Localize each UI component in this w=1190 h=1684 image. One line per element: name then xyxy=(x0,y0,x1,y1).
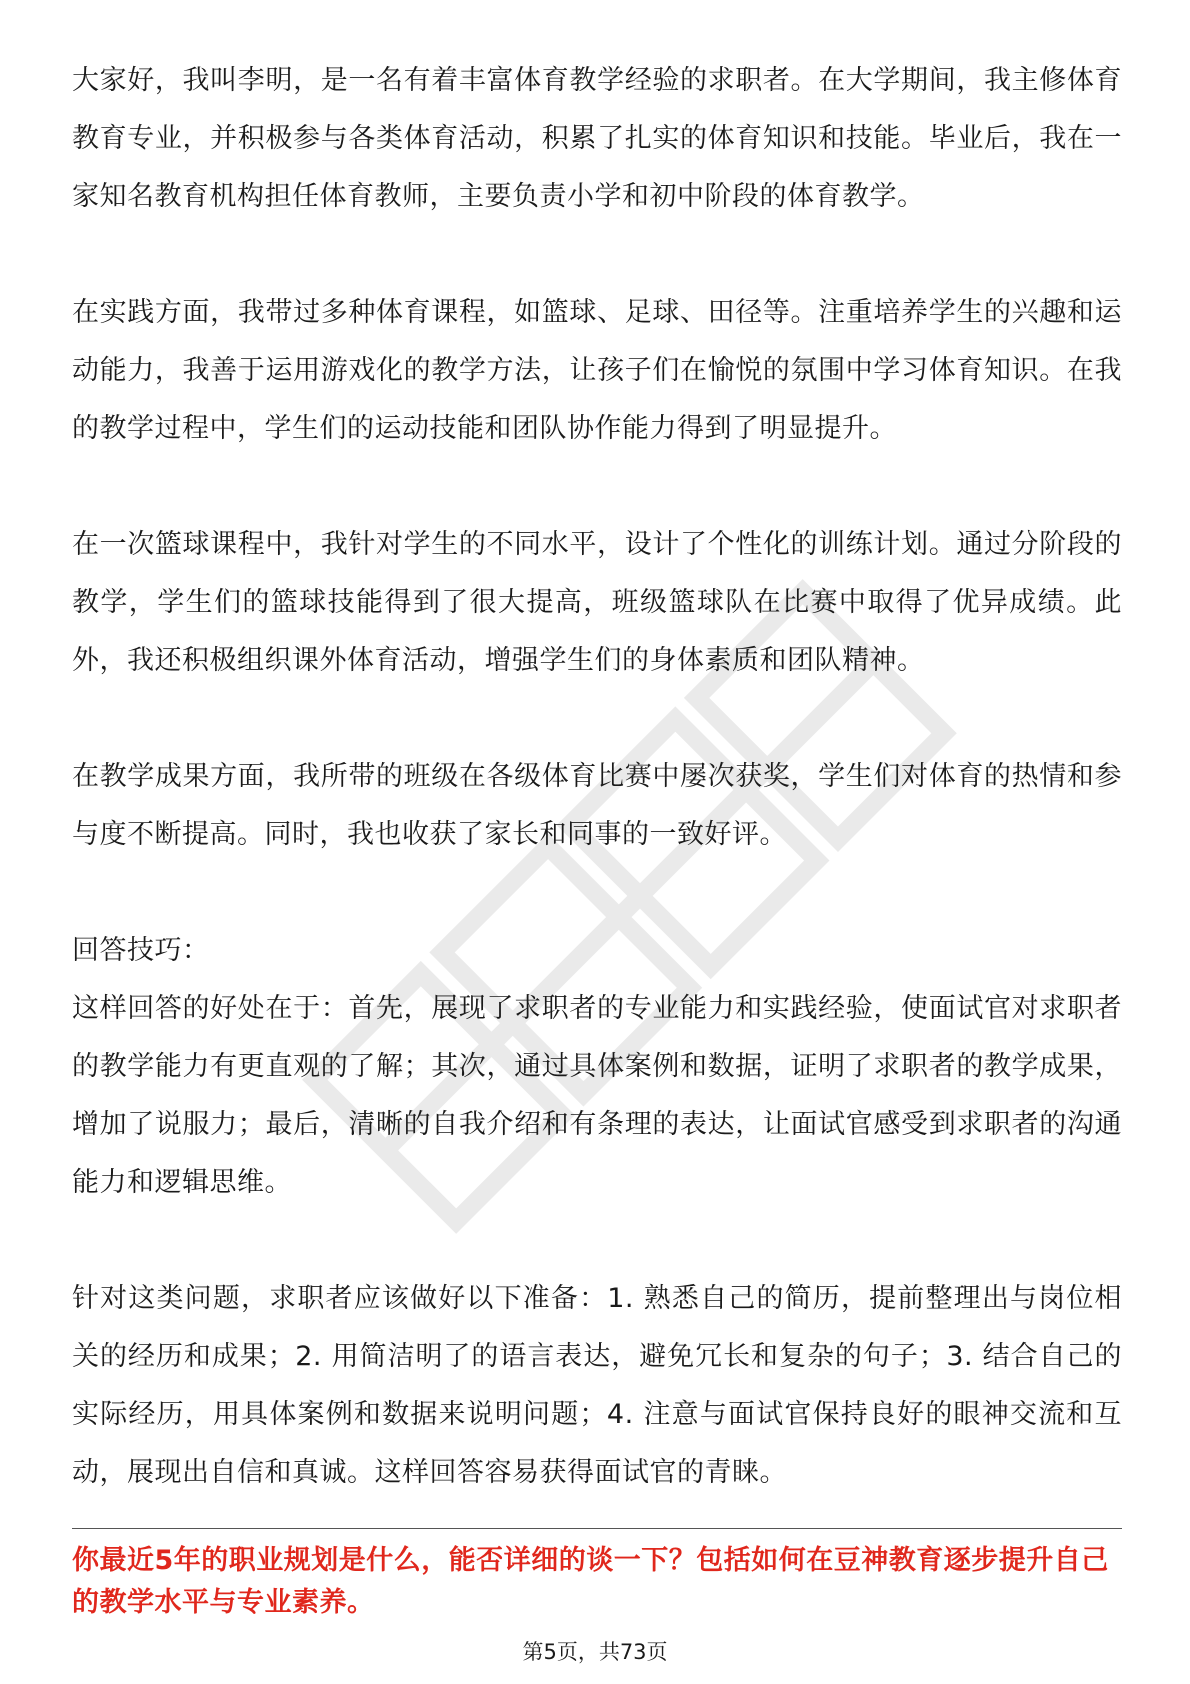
tips-heading: 回答技巧： xyxy=(72,935,210,966)
paragraph-practice: 在实践方面，我带过多种体育课程，如篮球、足球、田径等。注重培养学生的兴趣和运动能力，我善于运用游戏化的教学方法，让孩子们在愉悦的氛围中学习体育知识。在我的教学过程中，学生们的运动技能和团队协作能力得到了明显提升。 xyxy=(72,297,1122,444)
paragraph-results: 在教学成果方面，我所带的班级在各级体育比赛中屡次获奖，学生们对体育的热情和参与度不断提高。同时，我也收获了家长和同事的一致好评。 xyxy=(72,761,1122,850)
document-body xyxy=(72,52,1122,1502)
next-question-heading: 你最近5年的职业规划是什么，能否详细的谈一下？包括如何在豆神教育逐步提升自己的教学水平与专业素养。 xyxy=(72,1545,1109,1618)
tips-body: 这样回答的好处在于：首先，展现了求职者的专业能力和实践经验，使面试官对求职者的教学能力有更直观的了解；其次，通过具体案例和数据，证明了求职者的教学成果，增加了说服力；最后，清晰的自我介绍和有条理的表达，让面试官感受到求职者的沟通能力和逻辑思维。 xyxy=(72,993,1122,1198)
paragraph-intro: 大家好，我叫李明，是一名有着丰富体育教学经验的求职者。在大学期间，我主修体育教育专业，并积极参与各类体育活动，积累了扎实的体育知识和技能。毕业后，我在一家知名教育机构担任体育教师，主要负责小学和初中阶段的体育教学。 xyxy=(72,65,1122,212)
preparation-paragraph: 针对这类问题，求职者应该做好以下准备：1. 熟悉自己的简历，提前整理出与岗位相关的经历和成果；2. 用简洁明了的语言表达，避免冗长和复杂的句子；3. 结合自己的实际经历，用具体案例和数据来说明问题；4. 注意与面试官保持良好的眼神交流和互动，展现出自信和真诚。这样回答容易获得面试官的青睐。 xyxy=(72,1283,1122,1488)
paragraph-basketball: 在一次篮球课程中，我针对学生的不同水平，设计了个性化的训练计划。通过分阶段的教学，学生们的篮球技能得到了很大提高，班级篮球队在比赛中取得了优异成绩。此外，我还积极组织课外体育活动，增强学生们的身体素质和团队精神。 xyxy=(72,529,1122,676)
section-divider xyxy=(72,1528,1122,1529)
page-footer: 第5页，共73页 xyxy=(522,1640,668,1664)
